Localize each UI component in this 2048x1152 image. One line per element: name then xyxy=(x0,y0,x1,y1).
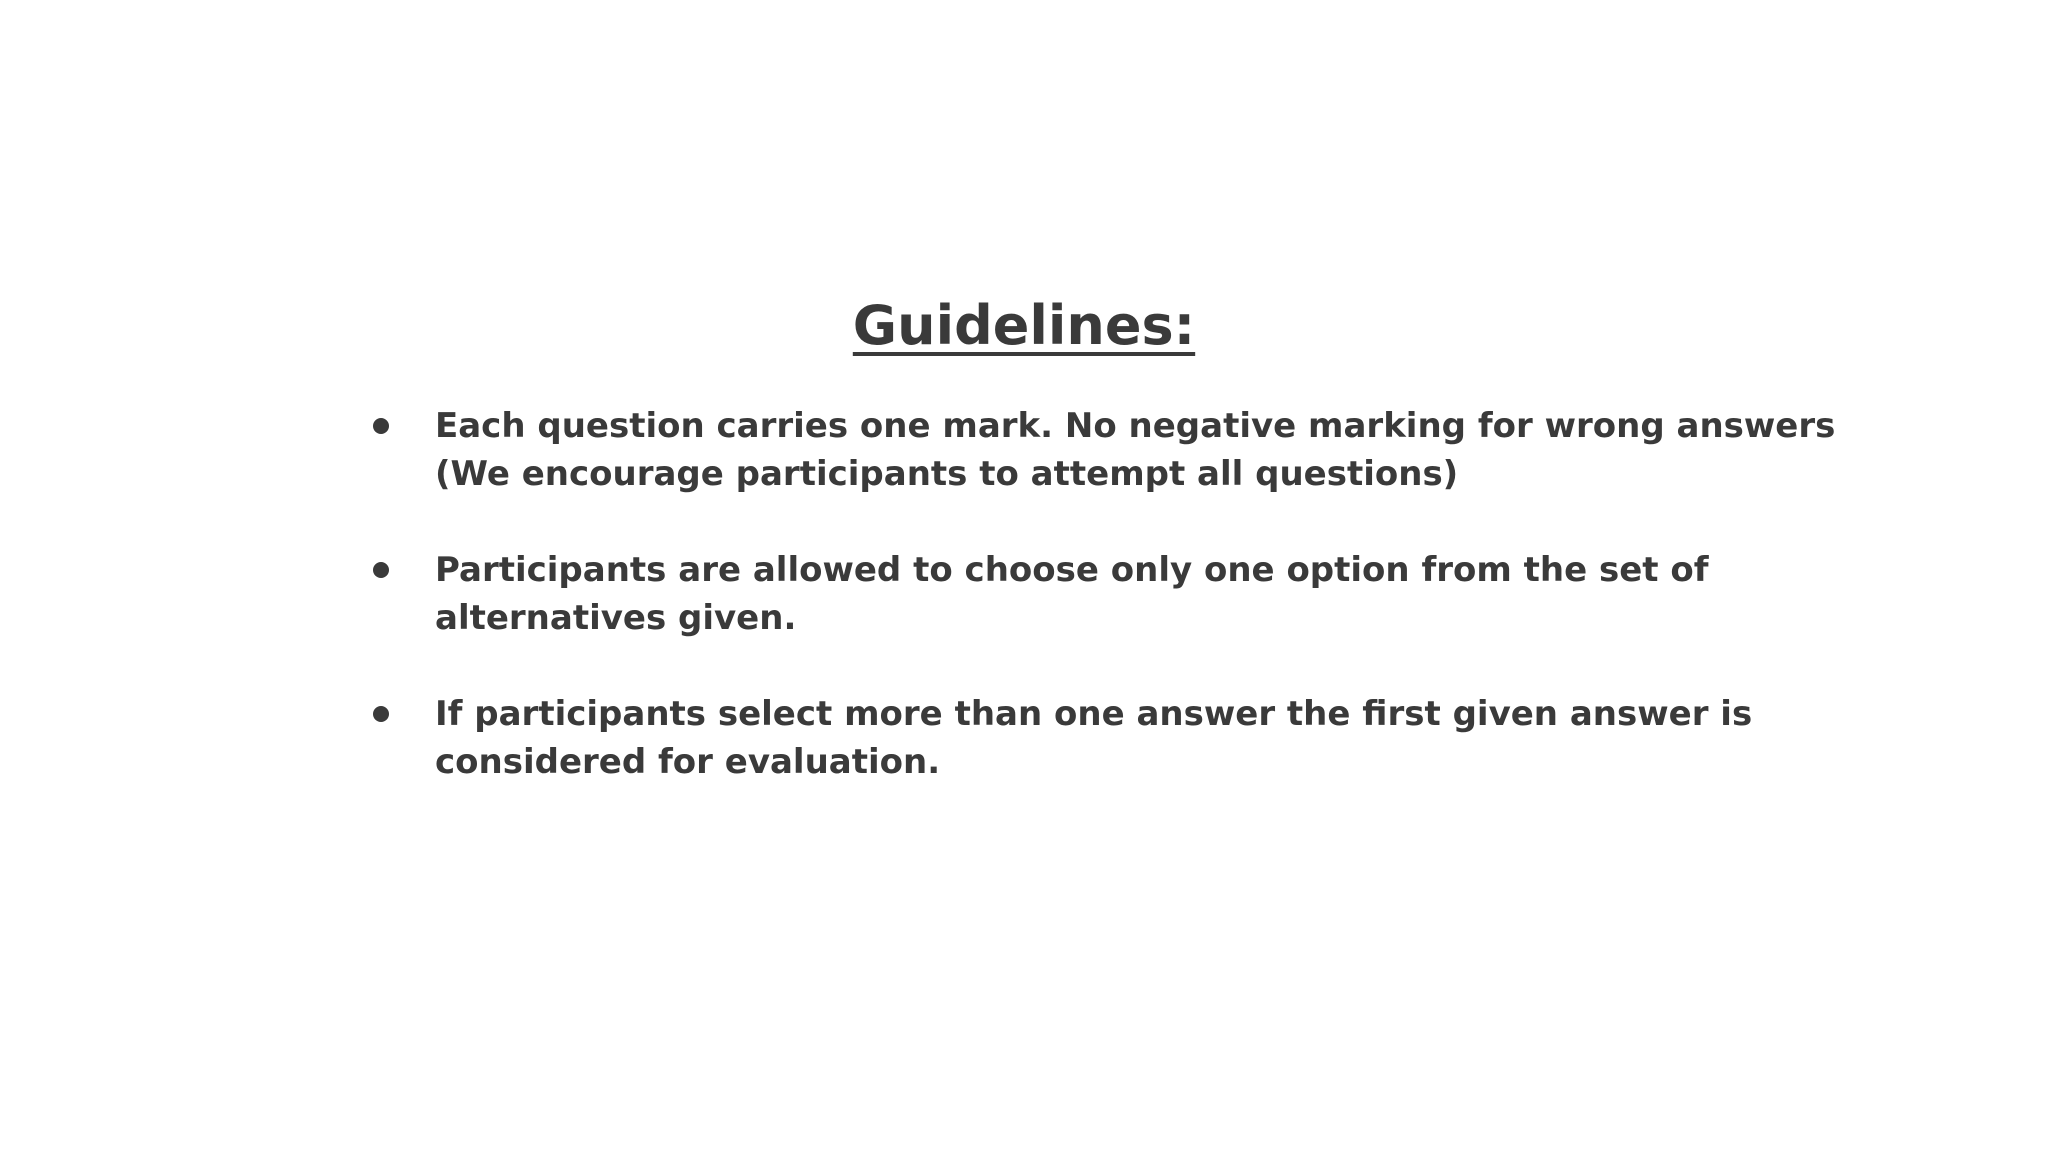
slide-title: Guidelines: xyxy=(852,294,1196,357)
guideline-text-line: Each question carries one mark. No negative marking for wrong answers xyxy=(435,406,1836,446)
guideline-item xyxy=(373,546,1709,642)
guideline-text-line: If participants select more than one answer the first given answer is xyxy=(435,694,1753,734)
guidelines-list xyxy=(373,402,1836,834)
guideline-text-line: alternatives given. xyxy=(435,598,797,638)
guideline-item xyxy=(373,690,1753,786)
guideline-text-line: considered for evaluation. xyxy=(435,742,941,782)
guideline-item xyxy=(373,402,1836,498)
bullet-icon xyxy=(373,706,389,722)
bullet-icon xyxy=(373,418,389,434)
guideline-text-line: Participants are allowed to choose only one option from the set of xyxy=(435,550,1709,590)
bullet-icon xyxy=(373,562,389,578)
guideline-text-line: (We encourage participants to attempt all questions) xyxy=(435,454,1459,494)
